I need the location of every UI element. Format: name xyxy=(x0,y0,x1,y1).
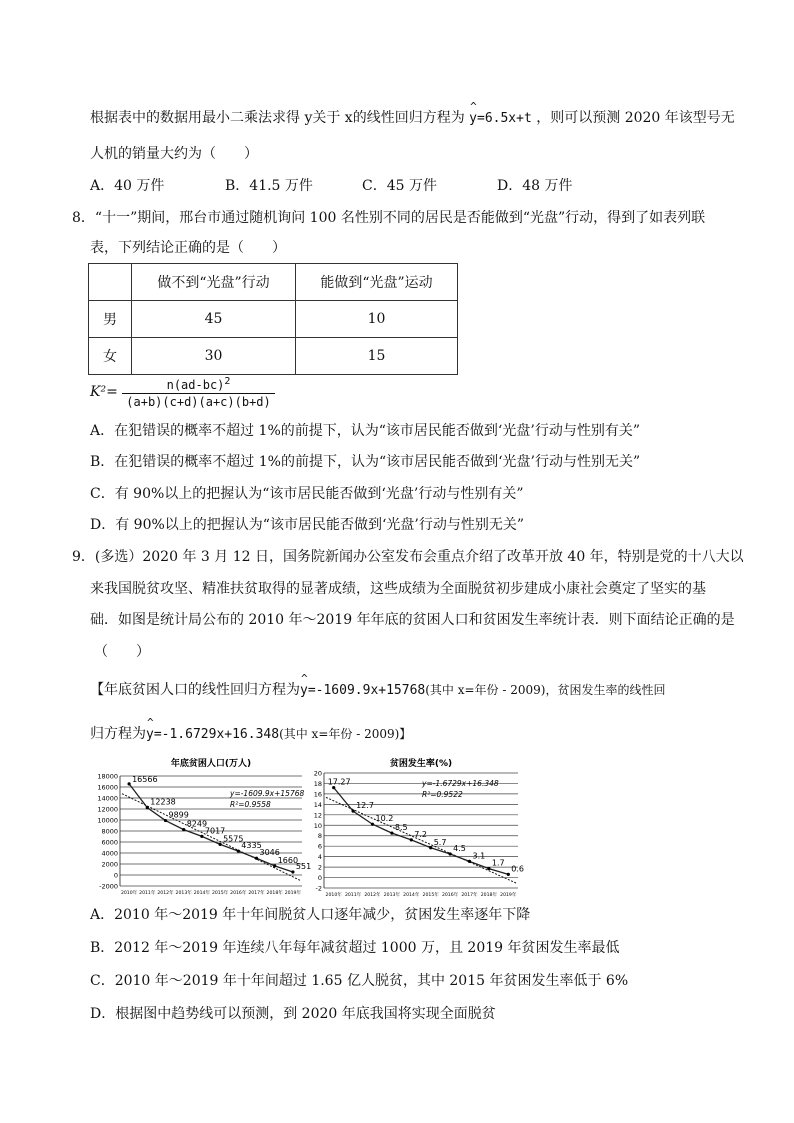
data-point xyxy=(410,838,413,841)
q8-stem-line1: 8．“十一”期间，邢台市通过随机询问 100 名性别不同的居民是否能做到“光盘”行动，得到了如表列联 xyxy=(72,210,706,226)
x-tick-label: 2011年 xyxy=(139,891,156,896)
y-tick-label: 18 xyxy=(313,779,322,788)
q7-equation: ^ y=6.5x+t xyxy=(469,109,532,129)
q9-note-line2 xyxy=(90,724,411,745)
y-tick-label: 6 xyxy=(317,842,322,851)
data-label: 1.7 xyxy=(491,858,505,868)
trend-line xyxy=(326,797,516,883)
y-tick-label: 8 xyxy=(317,832,322,841)
data-point xyxy=(449,852,452,855)
q9-note1-equation: ^ y=-1609.9x+15768 xyxy=(300,681,425,701)
table-row xyxy=(89,338,458,375)
data-point xyxy=(371,823,374,826)
data-label: 551 xyxy=(295,861,312,871)
data-point xyxy=(352,810,355,813)
x-tick-label: 2012年 xyxy=(364,893,381,898)
x-tick-label: 2017年 xyxy=(461,893,478,898)
y-tick-label: 10 xyxy=(313,821,322,830)
formula-num-text: n(ad-bc) xyxy=(166,378,225,392)
y-tick-label: 0 xyxy=(317,874,322,883)
data-point xyxy=(273,864,276,867)
y-tick-label: 0 xyxy=(113,871,118,880)
q9-option-b[interactable]: B．2012 年～2019 年连续八年每年减贫超过 1000 万，且 2019 年贫困发生率最低 xyxy=(90,940,620,956)
formula-denominator: (a+b)(c+d)(a+c)(b+d) xyxy=(126,395,271,409)
q7-option-a[interactable]: A．40 万件 xyxy=(90,178,165,194)
y-tick-label: -2 xyxy=(315,884,322,893)
y-tick-label: 6000 xyxy=(101,838,118,847)
q7-stem-line1 xyxy=(90,108,735,129)
y-tick-label: 14 xyxy=(313,800,322,809)
data-label: 3046 xyxy=(259,848,280,858)
data-point xyxy=(487,867,490,870)
y-tick-label: -2000 xyxy=(99,882,118,891)
data-label: 0.6 xyxy=(511,864,525,874)
data-label: 12238 xyxy=(150,797,176,807)
data-point xyxy=(255,857,258,860)
x-tick-label: 2010年 xyxy=(325,893,342,898)
x-tick-label: 2018年 xyxy=(480,893,498,898)
x-tick-label: 2013年 xyxy=(383,893,401,898)
y-tick-label: 16000 xyxy=(97,783,118,792)
y-tick-label: 12000 xyxy=(97,805,118,814)
formula-exponent: 2 xyxy=(224,376,231,387)
data-point xyxy=(429,846,432,849)
q9-stem-line2: 来我国脱贫攻坚、精准扶贫取得的显著成绩，这些成绩为全面脱贫初步建成小康社会奠定了坚实的基 xyxy=(90,581,706,597)
data-label: 9899 xyxy=(168,810,189,820)
table-cell: 15 xyxy=(296,338,458,375)
x-tick-label: 2010年 xyxy=(120,891,138,896)
data-label: 7.2 xyxy=(414,829,428,839)
table-header-cell: 能做到“光盘”运动 xyxy=(296,264,458,301)
x-tick-label: 2019年 xyxy=(500,893,517,898)
y-tick-label: 4000 xyxy=(101,849,118,858)
data-point xyxy=(390,832,393,835)
q8-option-c[interactable]: C．有 90%以上的把握认为“该市居民能否做到‘光盘’行动与性别有关” xyxy=(90,486,524,502)
q7-stem-text: 根据表中的数据用最小二乘法求得 y关于 x的线性回归方程为 xyxy=(90,110,465,126)
formula-fraction xyxy=(122,374,275,410)
x-tick-label: 2018年 xyxy=(266,891,283,896)
data-point xyxy=(219,843,222,846)
y-tick-label: 18000 xyxy=(97,772,118,781)
table-header-cell: 做不到“光盘”行动 xyxy=(132,264,296,301)
y-tick-label: 20 xyxy=(313,769,322,778)
q9-option-d[interactable]: D．根据图中趋势线可以预测，到 2020 年底我国将实现全面脱贫 xyxy=(90,1006,496,1022)
y-tick-label: 16 xyxy=(313,790,322,799)
data-point xyxy=(146,806,149,809)
q9-note-line1 xyxy=(90,680,665,701)
data-point xyxy=(182,828,185,831)
data-label: 4335 xyxy=(241,841,262,851)
contingency-table xyxy=(88,263,458,375)
q8-stem-line2: 表，下列结论正确的是（ ） xyxy=(90,240,286,256)
data-label: 16566 xyxy=(132,774,158,784)
y-tick-label: 2000 xyxy=(101,860,118,869)
q9-note1-text: 【年底贫困人口的线性回归方程为 xyxy=(90,682,300,698)
data-point xyxy=(200,835,203,838)
table-header-row xyxy=(89,264,458,301)
x-tick-label: 2016年 xyxy=(441,893,459,898)
x-tick-label: 2014年 xyxy=(403,893,420,898)
q9-stem-line1: 9．(多选）2020 年 3 月 12 日，国务院新闻办公室发布会重点介绍了改革开放 40 年，特别是党的十八大以 xyxy=(72,549,744,565)
table-header-cell xyxy=(89,264,132,301)
poverty-population-chart xyxy=(90,756,312,896)
q7-option-c[interactable]: C．45 万件 xyxy=(362,178,437,194)
q7-stem-text-b: ，则可以预测 2020 年该型号无 xyxy=(536,110,735,126)
table-cell: 30 xyxy=(132,338,296,375)
q7-stem-line2: 人机的销量大约为（ ） xyxy=(90,146,258,162)
table-row xyxy=(89,301,458,338)
r-squared: R²=0.9558 xyxy=(230,800,271,809)
y-tick-label: 2 xyxy=(317,863,322,872)
trend-equation: y=-1.6729x+16.348 xyxy=(422,779,499,788)
q8-option-a[interactable]: A．在犯错误的概率不超过 1%的前提下，认为“该市居民能否做到‘光盘’行动与性别有关” xyxy=(90,423,640,439)
x-tick-label: 2015年 xyxy=(422,893,439,898)
data-label: 1660 xyxy=(277,855,299,865)
q8-option-d[interactable]: D．有 90%以上的把握认为“该市居民能否做到‘光盘’行动与性别无关” xyxy=(90,517,525,533)
q9-note2-text-b: (其中 x=年份 - 2009)】 xyxy=(279,727,412,741)
y-tick-label: 8000 xyxy=(101,827,118,836)
q8-option-b[interactable]: B．在犯错误的概率不超过 1%的前提下，认为“该市居民能否做到‘光盘’行动与性别无关” xyxy=(90,454,641,470)
poverty-rate-chart xyxy=(312,756,525,898)
trend-equation: y=-1609.9x+15768 xyxy=(230,789,305,798)
q7-option-b[interactable]: B．41.5 万件 xyxy=(225,178,313,194)
data-label: 3.1 xyxy=(472,851,486,861)
table-cell: 10 xyxy=(296,301,458,338)
q9-note2-text: 归方程为 xyxy=(90,726,146,742)
data-label: 5.7 xyxy=(433,837,447,847)
chi-square-formula xyxy=(90,374,275,410)
q9-option-a[interactable]: A．2010 年～2019 年十年间脱贫人口逐年减少，贫困发生率逐年下降 xyxy=(90,907,531,923)
x-tick-label: 2012年 xyxy=(157,891,174,896)
data-label: 7017 xyxy=(204,826,226,836)
x-tick-label: 2013年 xyxy=(175,891,192,896)
x-tick-label: 2017年 xyxy=(248,891,265,896)
q9-stem-line4: （ ） xyxy=(94,644,150,660)
table-cell: 45 xyxy=(132,301,296,338)
data-label: 8.5 xyxy=(394,823,408,833)
trend-line xyxy=(122,794,300,881)
x-tick-label: 2016年 xyxy=(230,891,247,896)
q9-note1-text-b: (其中 x=年份 - 2009)，贫困发生率的线性回 xyxy=(425,683,666,697)
chart-title: 年底贫困人口(万人) xyxy=(170,759,252,769)
table-cell: 男 xyxy=(89,301,132,338)
table-cell: 女 xyxy=(89,338,132,375)
q9-note2-equation: ^ y=-1.6729x+16.348 xyxy=(146,725,279,745)
data-point xyxy=(468,860,471,863)
data-point xyxy=(507,873,510,876)
chart-title: 贫困发生率(%) xyxy=(389,759,453,769)
data-label: 4.5 xyxy=(453,844,466,854)
data-point xyxy=(237,850,240,853)
data-label: 12.7 xyxy=(356,801,374,811)
formula-numerator xyxy=(122,374,275,394)
q9-stem-line3: 础．如图是统计局公布的 2010 年～2019 年年底的贫困人口和贫困发生率统计表．则下面结论正确的是 xyxy=(90,612,735,628)
data-point xyxy=(128,782,131,785)
q7-option-d[interactable]: D．48 万件 xyxy=(497,178,573,194)
y-tick-label: 4 xyxy=(317,853,322,862)
data-label: 17.27 xyxy=(327,777,351,787)
data-point xyxy=(164,819,167,822)
x-tick-label: 2019年 xyxy=(284,891,302,896)
data-label: 5575 xyxy=(223,834,244,844)
x-tick-label: 2015年 xyxy=(211,891,229,896)
y-tick-label: 12 xyxy=(313,811,322,820)
x-tick-label: 2014年 xyxy=(193,891,211,896)
formula-lhs: K²= xyxy=(90,384,118,400)
y-tick-label: 14000 xyxy=(97,794,118,803)
data-label: 10.2 xyxy=(375,814,394,824)
x-tick-label: 2011年 xyxy=(344,893,362,898)
data-point xyxy=(291,870,294,873)
y-tick-label: 10000 xyxy=(97,816,118,825)
data-label: 8249 xyxy=(186,819,208,829)
q9-option-c[interactable]: C．2010 年～2019 年十年间超过 1.65 亿人脱贫，其中 2015 年贫困发生率低于 6% xyxy=(90,973,629,989)
r-squared: R²=0.9522 xyxy=(422,790,463,799)
